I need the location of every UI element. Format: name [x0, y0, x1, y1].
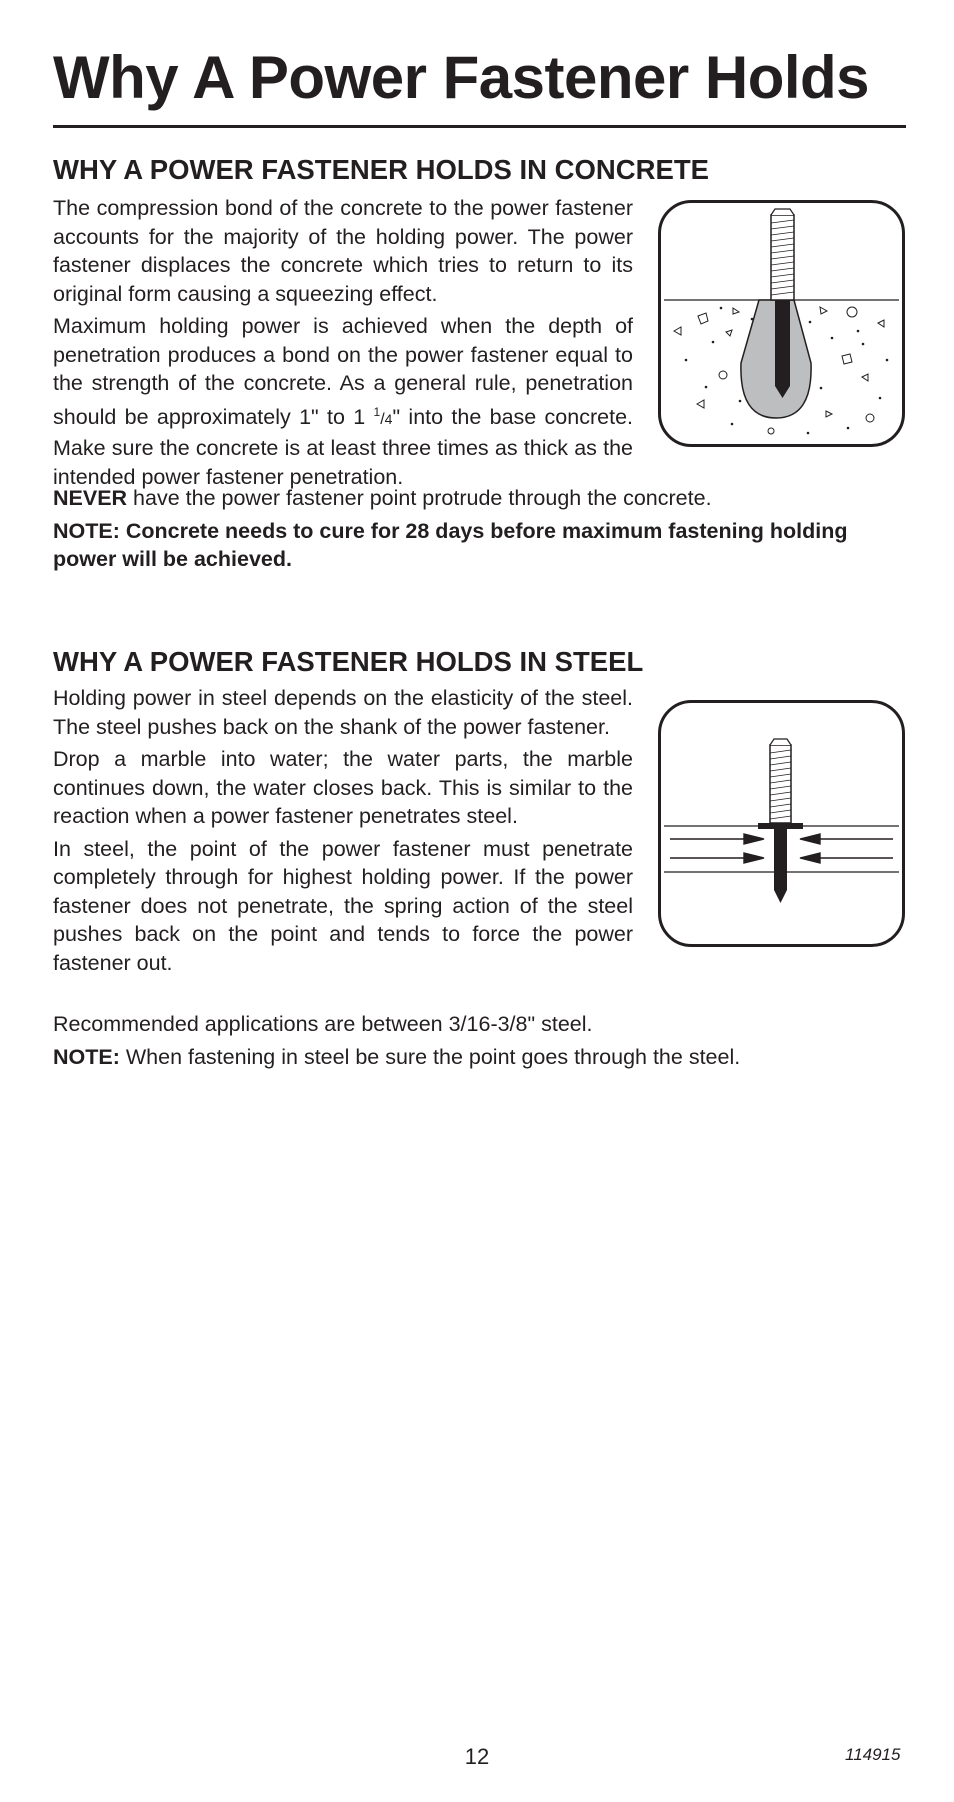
concrete-cure-note: NOTE: Concrete needs to cure for 28 days before maximum fastening holding power will be achieved. [53, 518, 848, 571]
fraction-slash: / [380, 410, 385, 428]
steel-note-label: NOTE: [53, 1044, 120, 1069]
steel-note-text: When fastening in steel be sure the point goes through the steel. [119, 1044, 741, 1069]
concrete-paragraph-1: The compression bond of the concrete to the power fastener accounts for the majority of the holding power. The power fastener displaces the concrete which tries to return to its original form causing a squeezing effect. [53, 196, 633, 306]
concrete-paragraph-2 [53, 312, 633, 491]
steel-paragraph-3: In steel, the point of the power fastener must penetrate completely through for highest holding power. If the power fastener does not penetrate, the spring action of the steel pushes back on the point and tends to force the power fastener out. [53, 836, 633, 975]
concrete-section-heading: WHY A POWER FASTENER HOLDS IN CONCRETE [53, 154, 709, 185]
steel-recommendation: Recommended applications are between 3/16-3/8" steel. [53, 1012, 593, 1036]
concrete-fastener-illustration [658, 200, 905, 447]
title-divider [53, 125, 906, 128]
concrete-paragraph-2-end: " into the base concrete. Make sure the concrete is at least three times as thick as the intended power fastener penetration. [53, 404, 633, 489]
fraction-denominator: 4 [384, 410, 393, 427]
concrete-paragraph-2-start: Maximum holding power is achieved when the depth of penetration produces a bond on the power fastener equal to the strength of the concrete. As a general rule, penetration should be approximately 1" to 1 [53, 314, 633, 429]
concrete-warnings [53, 484, 906, 578]
steel-fastener-illustration [658, 700, 905, 947]
concrete-body [53, 194, 633, 495]
steel-section-heading: WHY A POWER FASTENER HOLDS IN STEEL [53, 646, 644, 677]
never-warning [53, 484, 906, 513]
never-label: NEVER [53, 486, 128, 510]
steel-body [53, 684, 633, 981]
steel-paragraph-1: Holding power in steel depends on the elasticity of the steel. The steel pushes back on the shank of the power fastener. [53, 686, 633, 739]
steel-note [53, 1043, 906, 1072]
document-code: 114915 [845, 1745, 901, 1764]
never-text: have the power fastener point protrude through the concrete. [127, 486, 712, 510]
steel-notes [53, 1010, 906, 1075]
page-title: Why A Power Fastener Holds [53, 44, 870, 111]
fraction-numerator: 1 [373, 404, 381, 419]
page-number: 12 [464, 1744, 490, 1769]
steel-paragraph-2: Drop a marble into water; the water parts, the marble continues down, the water closes back. This is similar to the reaction when a power fastener penetrates steel. [53, 747, 633, 828]
